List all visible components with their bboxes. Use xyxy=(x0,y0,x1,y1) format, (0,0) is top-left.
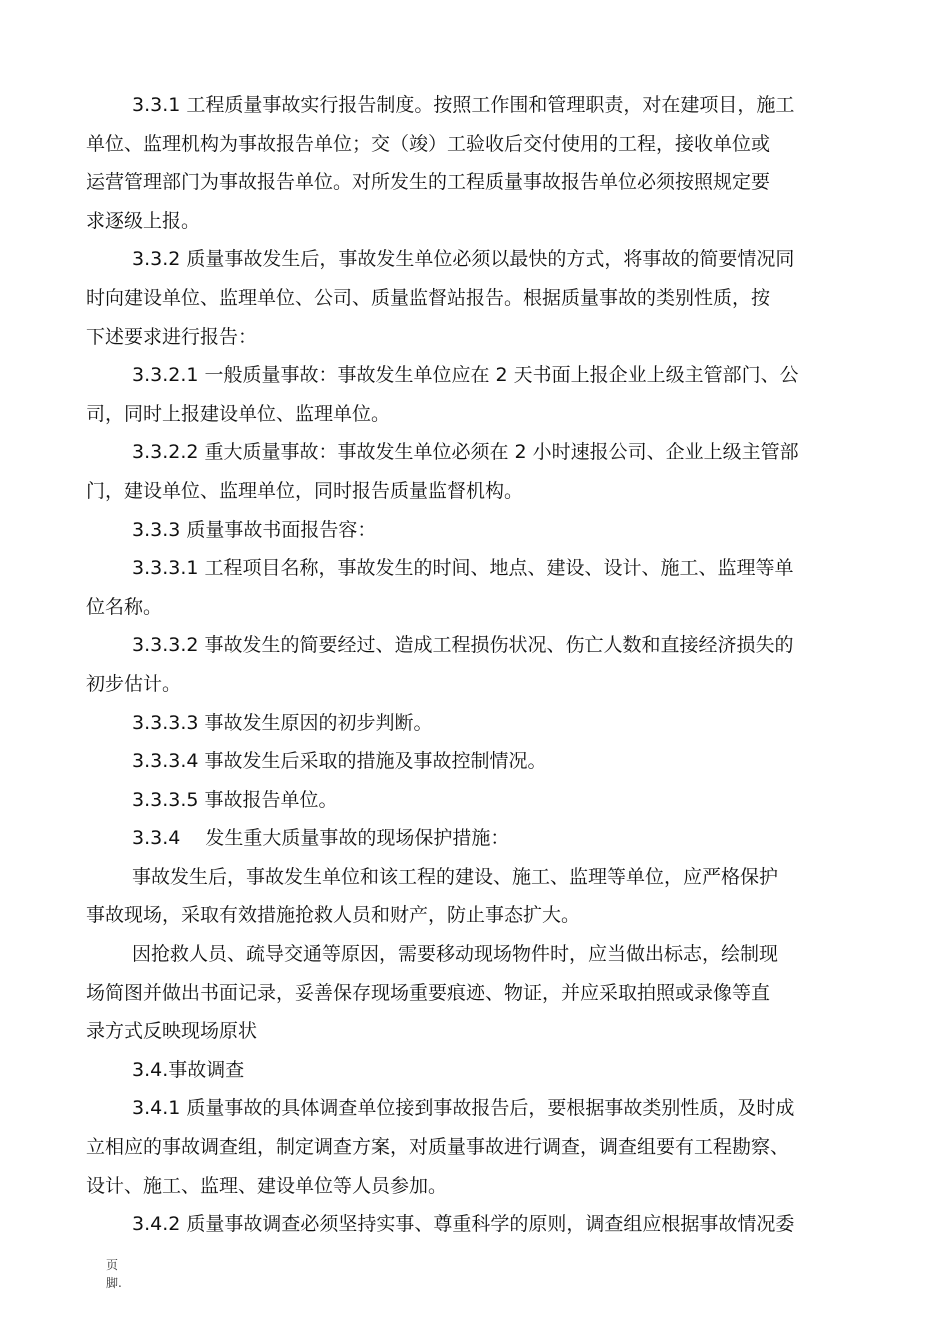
page-footer xyxy=(106,1256,122,1292)
paragraph xyxy=(86,781,886,820)
paragraph xyxy=(86,1089,886,1205)
footer-line-2: 脚. xyxy=(106,1276,122,1290)
paragraph xyxy=(86,86,886,240)
text-line: 位名称。 xyxy=(86,595,163,618)
text-line: 3.3.3.1 工程项目名称，事故发生的时间、地点、建设、设计、施工、监理等单 xyxy=(132,557,794,580)
paragraph xyxy=(86,1051,886,1090)
text-line: 3.3.2.1 一般质量事故：事故发生单位应在 2 天书面上报企业上级主管部门、公 xyxy=(132,364,799,387)
text-line: 3.3.2 质量事故发生后，事故发生单位必须以最快的方式，将事故的简要情况同 xyxy=(132,248,795,271)
paragraph xyxy=(86,858,886,935)
text-line: 3.3.3.3 事故发生原因的初步判断。 xyxy=(132,711,433,734)
text-line: 3.4.1 质量事故的具体调查单位接到事故报告后，要根据事故类别性质，及时成 xyxy=(132,1097,795,1120)
paragraph xyxy=(86,511,886,550)
text-line: 单位、监理机构为事故报告单位；交（竣）工验收后交付使用的工程，接收单位或 xyxy=(86,132,771,155)
text-line: 司，同时上报建设单位、监理单位。 xyxy=(86,402,391,425)
text-line: 3.3.3.2 事故发生的简要经过、造成工程损伤状况、伤亡人数和直接经济损失的 xyxy=(132,634,794,657)
text-line: 事故现场，采取有效措施抢救人员和财产，防止事态扩大。 xyxy=(86,904,581,927)
text-line: 3.3.4 发生重大质量事故的现场保护措施： xyxy=(132,827,510,850)
paragraph xyxy=(86,935,886,1051)
paragraph xyxy=(86,626,886,703)
text-line: 3.3.2.2 重大质量事故：事故发生单位必须在 2 小时速报公司、企业上级主管部 xyxy=(132,441,799,464)
text-line: 因抢救人员、疏导交通等原因，需要移动现场物件时，应当做出标志，绘制现 xyxy=(132,943,779,966)
text-line: 运营管理部门为事故报告单位。对所发生的工程质量事故报告单位必须按照规定要 xyxy=(86,171,771,194)
text-line: 求逐级上报。 xyxy=(86,209,201,232)
text-line: 3.3.3.5 事故报告单位。 xyxy=(132,788,338,811)
text-line: 设计、施工、监理、建设单位等人员参加。 xyxy=(86,1174,448,1197)
text-line: 3.4.2 质量事故调查必须坚持实事、尊重科学的原则，调查组应根据事故情况委 xyxy=(132,1213,795,1236)
paragraph xyxy=(86,819,886,858)
text-line: 录方式反映现场原状 xyxy=(86,1020,258,1043)
text-line: 时向建设单位、监理单位、公司、质量监督站报告。根据质量事故的类别性质，按 xyxy=(86,286,771,309)
document-body xyxy=(86,86,886,1244)
text-line: 立相应的事故调查组，制定调查方案，对质量事故进行调查，调查组要有工程勘察、 xyxy=(86,1136,790,1159)
text-line: 下述要求进行报告： xyxy=(86,325,258,348)
text-line: 3.3.3.4 事故发生后采取的措施及事故控制情况。 xyxy=(132,750,547,773)
paragraph xyxy=(86,433,886,510)
text-line: 3.4.事故调查 xyxy=(132,1058,245,1081)
paragraph xyxy=(86,1205,886,1244)
paragraph xyxy=(86,240,886,356)
text-line: 3.3.1 工程质量事故实行报告制度。按照工作围和管理职责，对在建项目，施工 xyxy=(132,94,795,116)
text-line: 3.3.3 质量事故书面报告容： xyxy=(132,518,377,541)
footer-line-1: 页 xyxy=(106,1258,119,1272)
text-line: 场简图并做出书面记录，妥善保存现场重要痕迹、物证，并应采取拍照或录像等直 xyxy=(86,981,771,1004)
paragraph xyxy=(86,356,886,433)
text-line: 初步估计。 xyxy=(86,672,182,695)
text-line: 事故发生后，事故发生单位和该工程的建设、施工、监理等单位，应严格保护 xyxy=(132,865,779,888)
text-line: 门，建设单位、监理单位，同时报告质量监督机构。 xyxy=(86,479,524,502)
paragraph xyxy=(86,742,886,781)
paragraph xyxy=(86,549,886,626)
paragraph xyxy=(86,704,886,743)
